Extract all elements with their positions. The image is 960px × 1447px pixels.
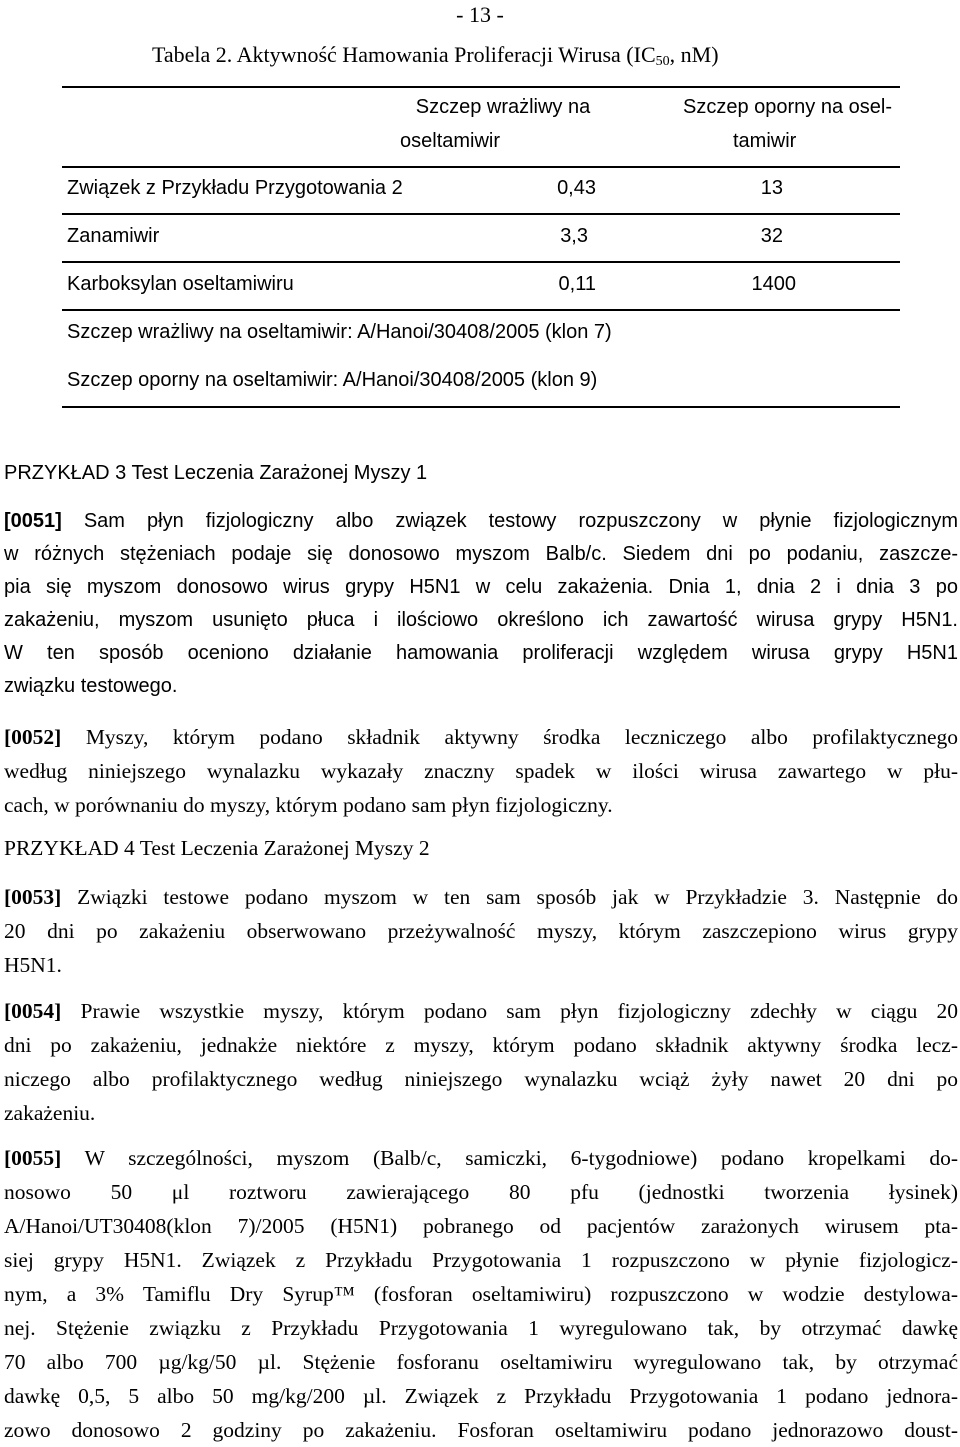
- sensitive-value: 3,3: [560, 225, 588, 247]
- paragraph-line: nej. Stężenie związku z Przykładu Przygotowania 1 wyregulowano tak, by otrzymać dawkę: [4, 1316, 958, 1340]
- paragraph-line: zakażeniu, myszom usunięto płuca i ilościowo określono ich zawartość wirusa grypy H5N1.: [4, 609, 958, 631]
- paragraph-number: [0053]: [4, 885, 62, 909]
- paragraph-line: zowo donosowo 2 godziny po zakażeniu. Fosforan oseltamiwiru podano jednorazowo doust-: [4, 1418, 958, 1442]
- caption-text: Tabela 2. Aktywność Hamowania Proliferacji Wirusa (IC: [152, 42, 656, 67]
- paragraph-0052: [4, 720, 958, 822]
- paragraph-line: siej grypy H5N1. Związek z Przykładu Przygotowania 1 rozpuszczono w płynie fizjologicz-: [4, 1248, 958, 1272]
- paragraph-line: H5N1.: [4, 953, 62, 977]
- paragraph-line: cach, w porównaniu do myszy, którym podano sam płyn fizjologiczny.: [4, 793, 613, 817]
- caption-subscript: 50: [655, 54, 670, 69]
- example4-heading: PRZYKŁAD 4 Test Leczenia Zarażonej Myszy 2: [4, 836, 430, 860]
- col-sensitive-header-line2: oseltamiwir: [400, 130, 501, 152]
- paragraph-line: dawkę 0,5, 5 albo 50 mg/kg/200 µl. Związek z Przykładu Przygotowania 1 podano jednora-: [4, 1384, 958, 1408]
- caption-unit: , nM): [669, 42, 719, 67]
- sensitive-value: 0,43: [557, 177, 596, 199]
- paragraph-line: nosowo 50 μl roztworu zawierającego 80 pfu (jednostki tworzenia łysinek): [4, 1180, 958, 1204]
- row-rule: [62, 261, 900, 263]
- example3-heading: PRZYKŁAD 3 Test Leczenia Zarażonej Myszy 1: [4, 462, 428, 484]
- paragraph-line: pia się myszom donosowo wirus grypy H5N1 w celu zakażenia. Dnia 1, dnia 2 i dnia 3 po: [4, 576, 958, 598]
- paragraph-line: nym, a 3% Tamiflu Dry Syrup™ (fosforan oseltamiwiru) rozpuszczono w wodzie destylowa-: [4, 1282, 958, 1306]
- paragraph-line: według niniejszego wynalazku wykazały znaczny spadek w ilości wirusa zawartego w płu-: [4, 759, 958, 783]
- paragraph-0053: [4, 880, 958, 982]
- row-label: Związek z Przykładu Przygotowania 2: [67, 177, 403, 199]
- paragraph-0054: [4, 994, 958, 1130]
- paragraph-0055: [4, 1141, 958, 1447]
- paragraph-line: niczego albo profilaktycznego według niniejszego wynalazku wciąż żyły nawet 20 dni po: [4, 1067, 958, 1091]
- paragraph-line: [4, 994, 958, 1028]
- table-bottom-rule: [62, 406, 900, 408]
- table-note-sensitive: Szczep wrażliwy na oseltamiwir: A/Hanoi/30408/2005 (klon 7): [67, 321, 612, 343]
- paragraph-number: [0051]: [4, 510, 62, 532]
- line-text: Sam płyn fizjologiczny albo związek testowy rozpuszczony w płynie fizjologicznym: [61, 510, 958, 532]
- resistant-value: 1400: [751, 273, 796, 295]
- paragraph-line: 70 albo 700 µg/kg/50 µl. Stężenie fosforanu oseltamiwiru wyregulowano tak, by otrzymać: [4, 1350, 958, 1374]
- paragraph-line: A/Hanoi/UT30408(klon 7)/2005 (H5N1) pobranego od pacjentów zarażonych wirusem pta-: [4, 1214, 958, 1238]
- row-label: Zanamiwir: [67, 225, 160, 247]
- resistant-value: 13: [760, 177, 783, 199]
- line-text: W szczególności, myszom (Balb/c, samiczki, 6-tygodniowe) podano kropelkami do-: [61, 1146, 958, 1170]
- paragraph-line: [4, 720, 958, 754]
- row-rule: [62, 309, 900, 311]
- paragraph-line: [4, 1141, 958, 1175]
- paragraph-number: [0055]: [4, 1146, 62, 1170]
- paragraph-line: związku testowego.: [4, 675, 178, 697]
- sensitive-value: 0,11: [558, 273, 596, 295]
- resistant-value: 32: [760, 225, 783, 247]
- paragraph-line: 20 dni po zakażeniu obserwowano przeżywalność myszy, którym zaszczepiono wirus grypy: [4, 919, 958, 943]
- page-number: - 13 -: [456, 2, 504, 27]
- table-note-resistant: Szczep oporny na oseltamiwir: A/Hanoi/30408/2005 (klon 9): [67, 369, 598, 391]
- line-text: Prawie wszystkie myszy, którym podano sam płyn fizjologiczny zdechły w ciągu 20: [61, 999, 958, 1023]
- header-rule: [62, 166, 900, 168]
- paragraph-line: dni po zakażeniu, jednakże niektóre z myszy, którym podano składnik aktywny środka lecz-: [4, 1033, 958, 1057]
- paragraph-number: [0052]: [4, 725, 62, 749]
- col-sensitive-header-line1: Szczep wrażliwy na: [415, 96, 591, 118]
- paragraph-line: [4, 505, 958, 538]
- paragraph-0051: [4, 505, 958, 703]
- line-text: Związki testowe podano myszom w ten sam sposób jak w Przykładzie 3. Następnie do: [61, 885, 958, 909]
- table-top-rule: [62, 86, 900, 88]
- paragraph-line: zakażeniu.: [4, 1101, 96, 1125]
- line-text: Myszy, którym podano składnik aktywny środka leczniczego albo profilaktycznego: [61, 725, 958, 749]
- paragraph-line: W ten sposób oceniono działanie hamowania proliferacji względem wirusa grypy H5N1: [4, 642, 958, 664]
- row-rule: [62, 213, 900, 215]
- paragraph-number: [0054]: [4, 999, 62, 1023]
- table-caption: [152, 42, 719, 70]
- paragraph-line: w różnych stężeniach podaje się donosowo myszom Balb/c. Siedem dni po podaniu, zaszcze-: [4, 543, 958, 565]
- row-label: Karboksylan oseltamiwiru: [67, 273, 294, 295]
- col-resistant-header-line2: tamiwir: [733, 130, 797, 152]
- col-resistant-header-line1: Szczep oporny na osel-: [682, 96, 892, 118]
- paragraph-line: [4, 880, 958, 914]
